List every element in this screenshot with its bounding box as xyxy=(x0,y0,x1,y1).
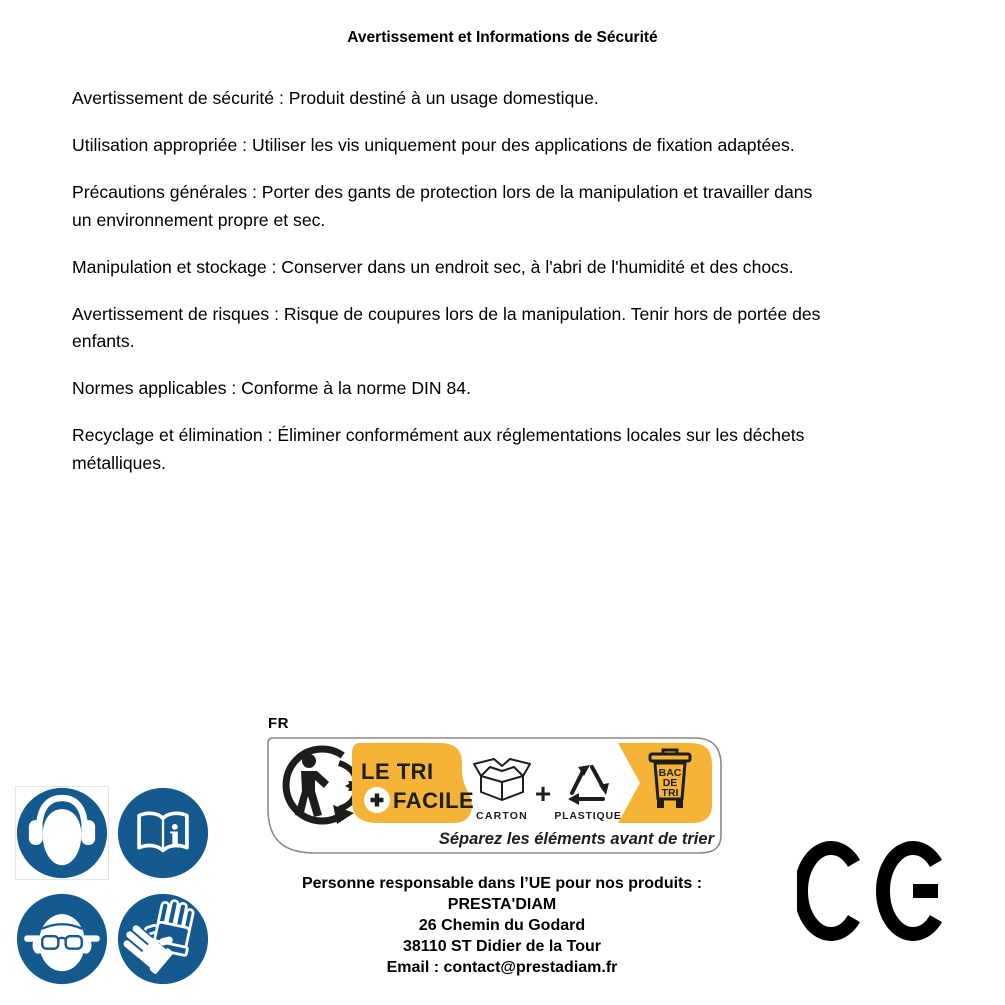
plus-separator: + xyxy=(534,778,552,809)
safety-paragraph: Avertissement de risques : Risque de coupures lors de la manipulation. Tenir hors de portée des enfants. xyxy=(72,303,821,351)
bin-label-line: TRI xyxy=(661,787,679,799)
safety-paragraph: Normes applicables : Conforme à la norme DIN 84. xyxy=(72,378,471,398)
ear-protection-svg xyxy=(16,787,108,879)
address-city: 38110 ST Didier de la Tour xyxy=(403,938,601,955)
read-instruction-manual-icon xyxy=(117,787,209,879)
address-street: 26 Chemin du Godard xyxy=(418,917,586,934)
country-code-label: FR xyxy=(268,715,289,732)
contact-email: Email : contact@prestadiam.fr xyxy=(386,959,618,976)
headline-line2: FACILE xyxy=(393,788,475,813)
material-label-plastique: PLASTIQUE xyxy=(554,810,622,822)
safety-paragraph: Avertissement de sécurité : Produit destiné à un usage domestique. xyxy=(72,88,599,108)
eye-protection-svg xyxy=(16,893,108,985)
bin-label-line: BAC xyxy=(658,767,682,779)
page-title: Avertissement et Informations de Sécurité xyxy=(347,29,658,46)
ce-marking-icon xyxy=(797,841,947,946)
safety-paragraph: Précautions générales : Porter des gants de protection lors de la manipulation et travailler dans un environnement propre et sec. xyxy=(72,182,813,230)
info-tri-svg xyxy=(267,737,722,854)
safety-paragraph: Recyclage et élimination : Éliminer conformément aux réglementations locales sur les déchets métalliques. xyxy=(72,425,805,473)
info-glyph: i xyxy=(169,819,181,856)
company-name: PRESTA'DIAM xyxy=(447,896,557,913)
responsible-heading: Personne responsable dans l’UE pour nos produits : xyxy=(301,875,703,892)
material-label-carton: CARTON xyxy=(476,810,528,822)
info-tri-banner xyxy=(267,715,722,854)
bin-label-line: DE xyxy=(662,777,678,789)
safety-paragraph: Manipulation et stockage : Conserver dans un endroit sec, à l'abri de l'humidité et des chocs. xyxy=(72,256,794,277)
safety-text-block xyxy=(72,85,952,497)
banner-note: Séparez les éléments avant de trier xyxy=(438,830,714,848)
responsible-person-block xyxy=(152,873,852,978)
manual-svg xyxy=(117,787,209,879)
wear-ear-protection-icon xyxy=(16,787,108,879)
wear-eye-protection-icon xyxy=(16,893,108,985)
safety-paragraph: Utilisation appropriée : Utiliser les vis uniquement pour des applications de fixation adaptées. xyxy=(72,135,795,155)
headline-line1: LE TRI xyxy=(361,759,434,784)
